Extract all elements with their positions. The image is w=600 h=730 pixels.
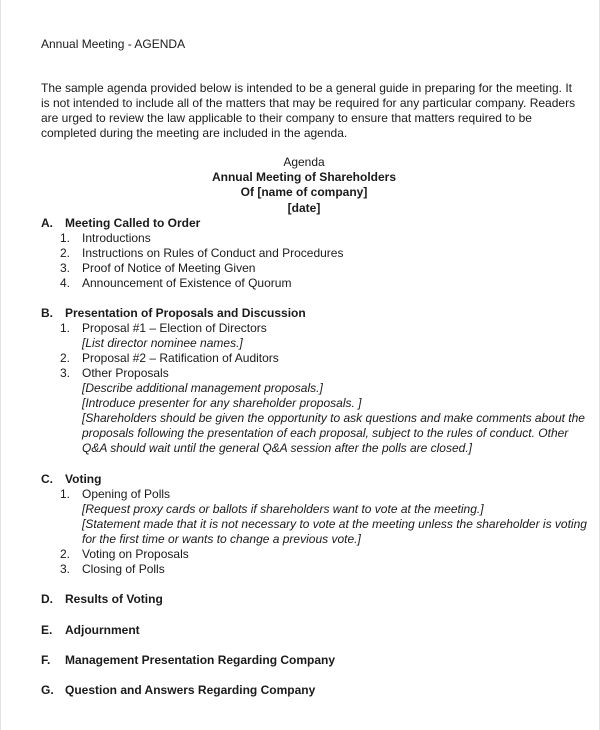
section-title: Meeting Called to Order	[65, 216, 201, 230]
section-d	[41, 592, 589, 607]
list-item	[41, 547, 589, 562]
section-title: Question and Answers Regarding Company	[65, 683, 316, 697]
section-title: Voting	[65, 472, 102, 486]
section-heading	[41, 683, 589, 698]
item-text: Opening of Polls	[82, 487, 171, 501]
item-text: Introductions	[82, 231, 151, 245]
section-heading	[41, 306, 589, 321]
list-item	[41, 562, 589, 577]
section-items	[41, 487, 589, 577]
item-text: Instructions on Rules of Conduct and Procedures	[82, 246, 344, 260]
section-letter: E.	[41, 623, 53, 637]
section-b	[41, 306, 589, 456]
section-f	[41, 653, 589, 668]
section-a	[41, 216, 589, 291]
section-letter: B.	[41, 306, 53, 320]
agenda-header	[1, 155, 600, 216]
intro-paragraph: The sample agenda provided below is intended to be a general guide in preparing for the meeting. It is not intended to include all of the matters that may be required for any particular company. Readers are urged to review the law applicable to their company to ensure that matters required to be completed during the meeting are included in the agenda.	[41, 81, 576, 140]
item-text: Proposal #2 – Ratification of Auditors	[82, 351, 279, 365]
list-item	[41, 276, 589, 291]
item-text: Announcement of Existence of Quorum	[82, 276, 292, 290]
list-item	[41, 351, 589, 366]
item-number: 2.	[60, 351, 71, 365]
item-text: Proposal #1 – Election of Directors	[82, 321, 267, 335]
item-note: [Describe additional management proposals.]	[82, 381, 323, 395]
list-item	[41, 366, 589, 381]
item-text: Voting on Proposals	[82, 547, 189, 561]
section-heading	[41, 472, 589, 487]
agenda-heading: Agenda	[283, 155, 325, 169]
item-note: proposals following the presentation of each proposal, subject to the rules of conduct. Other	[82, 426, 569, 440]
item-note: [List director nominee names.]	[82, 336, 243, 350]
item-note: [Request proxy cards or ballots if shareholders want to vote at the meeting.]	[82, 502, 484, 516]
section-g	[41, 683, 589, 698]
item-note: Q&A should wait until the general Q&A session after the polls are closed.]	[82, 441, 472, 455]
item-number: 3.	[60, 366, 71, 380]
section-e	[41, 623, 589, 638]
section-letter: F.	[41, 653, 51, 667]
list-item	[41, 246, 589, 261]
item-number: 3.	[60, 261, 71, 275]
company-name: Of [name of company]	[240, 185, 368, 200]
section-c	[41, 472, 589, 577]
document-title: Annual Meeting - AGENDA	[41, 37, 186, 51]
section-letter: G.	[41, 683, 54, 697]
meeting-name: Annual Meeting of Shareholders	[211, 170, 397, 185]
item-text: Closing of Polls	[82, 562, 165, 576]
item-number: 1.	[60, 487, 71, 501]
item-note: [Introduce presenter for any shareholder proposals. ]	[82, 396, 362, 410]
section-items	[41, 321, 589, 456]
item-number: 2.	[60, 246, 71, 260]
section-title: Results of Voting	[65, 592, 163, 606]
list-item	[41, 321, 589, 336]
list-item	[41, 231, 589, 246]
section-title: Presentation of Proposals and Discussion	[65, 306, 306, 320]
section-heading	[41, 592, 589, 607]
section-letter: C.	[41, 472, 53, 486]
section-letter: D.	[41, 592, 53, 606]
item-text: Proof of Notice of Meeting Given	[82, 261, 256, 275]
item-number: 3.	[60, 562, 71, 576]
list-item	[41, 261, 589, 276]
item-note: [Statement made that it is not necessary to vote at the meeting unless the shareholder is voting	[82, 517, 587, 531]
section-title: Adjournment	[65, 623, 140, 637]
section-heading	[41, 653, 589, 668]
section-heading	[41, 216, 589, 231]
section-items	[41, 231, 589, 291]
item-number: 4.	[60, 276, 71, 290]
item-text: Other Proposals	[82, 366, 169, 380]
item-note: [Shareholders should be given the opportunity to ask questions and make comments about the	[82, 411, 585, 425]
item-number: 1.	[60, 231, 71, 245]
section-heading	[41, 623, 589, 638]
section-title: Management Presentation Regarding Company	[65, 653, 336, 667]
item-number: 2.	[60, 547, 71, 561]
item-note: for the first time or wants to change a previous vote.]	[82, 532, 361, 546]
list-item	[41, 487, 589, 502]
section-letter: A.	[41, 216, 53, 230]
meeting-date: [date]	[287, 200, 321, 215]
item-number: 1.	[60, 321, 71, 335]
